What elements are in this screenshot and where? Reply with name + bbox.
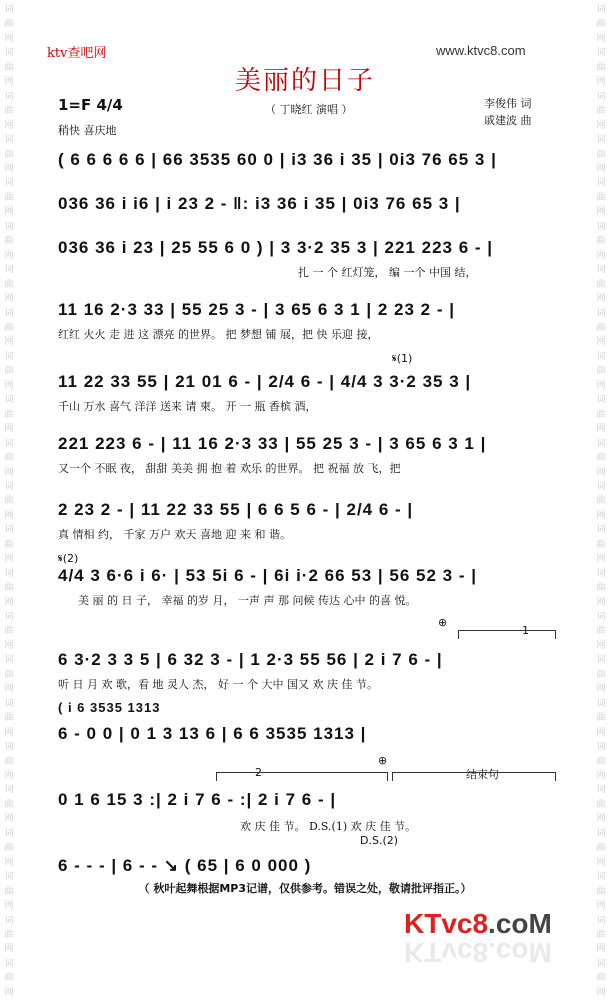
side-watermark-left [2, 0, 16, 1004]
watermark-glyph: 网 [596, 814, 606, 825]
watermark-glyph: 网 [596, 597, 606, 608]
lyrics: 红红 火火 走 进 这 漂亮 的世界。 把 梦想 铺 展，把 快 乐迎 接， [58, 328, 379, 341]
watermark-glyph: 网 [4, 77, 14, 88]
watermark-glyph: 曲 [4, 973, 14, 984]
watermark-glyph: 曲 [4, 886, 14, 897]
watermark-glyph: 词 [4, 742, 14, 753]
lyrics: 美 丽 的 日 子， 幸福 的岁 月， 一声 声 那 问候 传达 心中 的喜 悦。 [78, 594, 417, 607]
watermark-glyph: 网 [596, 771, 606, 782]
ktvc8-logo[interactable]: KTvc8.coM [404, 908, 552, 939]
watermark-glyph: 网 [4, 814, 14, 825]
watermark-glyph: 曲 [596, 236, 606, 247]
watermark-glyph: 词 [596, 872, 606, 883]
composer-credit: 戚建波 曲 [484, 114, 532, 127]
watermark-glyph: 曲 [4, 756, 14, 767]
watermark-glyph: 词 [4, 351, 14, 362]
watermark-glyph: 词 [4, 915, 14, 926]
watermark-glyph: 词 [4, 135, 14, 146]
watermark-glyph: 曲 [596, 149, 606, 160]
notation: 6 3·2 3 3 5 | 6 32 3 - | 1 2·3 55 56 | 2 i 7 6 - | [58, 650, 443, 669]
watermark-glyph: 曲 [4, 192, 14, 203]
notation: 6 - 0 0 | 0 1 3 13 6 | 6 6 3535 1313 | [58, 724, 367, 743]
watermark-glyph: 词 [596, 48, 606, 59]
segno-2: 𝄋(2) [58, 552, 79, 565]
watermark-glyph: 词 [4, 612, 14, 623]
watermark-glyph: 网 [4, 380, 14, 391]
watermark-glyph: 词 [596, 438, 606, 449]
watermark-glyph: 词 [596, 828, 606, 839]
side-watermark-right [594, 0, 608, 1004]
watermark-glyph: 曲 [4, 583, 14, 594]
watermark-glyph: 网 [596, 294, 606, 305]
watermark-glyph: 曲 [596, 886, 606, 897]
ending-bracket [392, 772, 556, 781]
watermark-glyph: 网 [596, 33, 606, 44]
watermark-glyph: 网 [4, 424, 14, 435]
site-name-left[interactable]: ktv查吧网 [47, 46, 107, 61]
lyrics: 扎 一 个 红灯笼， 编 一个 中国 结， [298, 266, 477, 279]
watermark-glyph: 网 [4, 727, 14, 738]
watermark-glyph: 词 [4, 828, 14, 839]
watermark-glyph: 曲 [4, 669, 14, 680]
watermark-glyph: 词 [596, 91, 606, 102]
watermark-glyph: 词 [596, 915, 606, 926]
watermark-glyph: 曲 [596, 192, 606, 203]
song-title: 美丽的日子 [234, 66, 375, 96]
notation: 0 1 6 15 3 :| 2 i 7 6 - :| 2 i 7 6 - | [58, 790, 337, 809]
watermark-glyph: 词 [596, 351, 606, 362]
credits [484, 95, 532, 129]
ktvc8-logo-reflection: KTvc8.coM [404, 937, 552, 968]
watermark-glyph: 词 [596, 742, 606, 753]
watermark-glyph: 网 [4, 250, 14, 261]
watermark-glyph: 网 [596, 250, 606, 261]
watermark-glyph: 词 [4, 395, 14, 406]
coda-sign: ⊕ [378, 754, 388, 767]
watermark-glyph: 网 [4, 207, 14, 218]
notation: ( 6 6 6 6 6 | 66 3535 60 0 | i3 36 i 35 | 0i3 76 65 3 | [58, 150, 497, 169]
watermark-glyph: 网 [4, 597, 14, 608]
lyricist-credit: 李俊伟 词 [484, 97, 532, 110]
watermark-glyph: 曲 [4, 106, 14, 117]
watermark-glyph: 词 [4, 178, 14, 189]
key-signature: 1=F 4/4 [58, 96, 123, 114]
notation: 4/4 3 6·6 i 6· | 53 5i 6 - | 6i i·2 66 53 | 56 52 3 - | [58, 566, 477, 585]
watermark-glyph: 词 [4, 308, 14, 319]
watermark-glyph: 词 [596, 612, 606, 623]
transcription-note: （ 秋叶起舞根据MP3记谱，仅供参考。错误之处，敬请批评指正。） [138, 882, 472, 895]
notation: 6 - - - | 6 - - ↘ ( 65 | 6 0 000 ) [58, 856, 312, 875]
watermark-glyph: 网 [4, 467, 14, 478]
volta-2-number: 2 [255, 766, 262, 779]
watermark-glyph: 词 [4, 265, 14, 276]
watermark-glyph: 词 [4, 785, 14, 796]
watermark-glyph: 网 [596, 77, 606, 88]
watermark-glyph: 词 [4, 221, 14, 232]
watermark-glyph: 词 [4, 91, 14, 102]
watermark-glyph: 词 [596, 265, 606, 276]
lyrics: 又一个 不眠 夜， 甜甜 美美 拥 抱 着 欢乐 的世界。 把 祝福 放 飞，把 [58, 462, 401, 475]
lyrics: 千山 万水 喜气 洋洋 送来 请 柬。 开 一 瓶 香槟 酒， [58, 400, 317, 413]
watermark-glyph: 词 [596, 178, 606, 189]
watermark-glyph: 网 [596, 944, 606, 955]
watermark-glyph: 网 [4, 294, 14, 305]
watermark-glyph: 网 [4, 684, 14, 695]
watermark-glyph: 曲 [4, 453, 14, 464]
watermark-glyph: 曲 [4, 409, 14, 420]
watermark-glyph: 曲 [596, 539, 606, 550]
watermark-glyph: 词 [4, 5, 14, 15]
ending-label: 结束句 [466, 768, 499, 781]
watermark-glyph: 词 [596, 785, 606, 796]
segno-1: 𝄋(1) [392, 352, 413, 365]
watermark-glyph: 网 [596, 337, 606, 348]
volta-1-number: 1 [522, 624, 529, 637]
watermark-glyph: 词 [4, 958, 14, 969]
watermark-glyph: 网 [4, 554, 14, 565]
watermark-glyph: 词 [4, 481, 14, 492]
watermark-glyph: 网 [4, 771, 14, 782]
watermark-glyph: 网 [4, 163, 14, 174]
watermark-glyph: 曲 [4, 149, 14, 160]
watermark-glyph: 网 [4, 901, 14, 912]
watermark-glyph: 网 [596, 207, 606, 218]
watermark-glyph: 曲 [596, 799, 606, 810]
watermark-glyph: 词 [596, 135, 606, 146]
watermark-glyph: 词 [596, 568, 606, 579]
lyrics: 听 日 月 欢 歌，看 地 灵人 杰， 好 一 个 大中 国又 欢 庆 佳 节。 [58, 678, 378, 691]
notation: 221 223 6 - | 11 16 2·3 33 | 55 25 3 - | 3 65 6 3 1 | [58, 434, 487, 453]
watermark-glyph: 网 [4, 640, 14, 651]
watermark-glyph: 网 [596, 163, 606, 174]
watermark-glyph: 网 [596, 554, 606, 565]
watermark-glyph: 曲 [596, 583, 606, 594]
watermark-glyph: 曲 [596, 106, 606, 117]
ds-2-marking: D.S.(2) [360, 834, 399, 847]
watermark-glyph: 网 [4, 33, 14, 44]
upper-voice: ( i 6 3535 1313 [58, 700, 161, 715]
notation: 11 22 33 55 | 21 01 6 - | 2/4 6 - | 4/4 3 3·2 35 3 | [58, 372, 472, 391]
tempo-marking: 稍快 喜庆地 [58, 124, 117, 137]
notation: 036 36 i i6 | i 23 2 - ‖: i3 36 i 35 | 0i3 76 65 3 | [58, 194, 461, 213]
volta-bracket-2 [216, 772, 388, 781]
watermark-glyph: 曲 [596, 930, 606, 940]
watermark-glyph: 曲 [596, 322, 606, 333]
watermark-glyph: 网 [596, 467, 606, 478]
watermark-glyph: 曲 [596, 496, 606, 507]
lyrics: 欢 庆 佳 节。 D.S.(1) 欢 庆 佳 节。 [240, 820, 417, 833]
watermark-glyph: 曲 [4, 366, 14, 377]
watermark-glyph: 曲 [596, 973, 606, 984]
notation: 2 23 2 - | 11 22 33 55 | 6 6 5 6 - | 2/4 6 - | [58, 500, 414, 519]
watermark-glyph: 曲 [596, 669, 606, 680]
watermark-glyph: 曲 [4, 279, 14, 290]
watermark-glyph: 曲 [4, 799, 14, 810]
watermark-glyph: 曲 [4, 626, 14, 637]
watermark-glyph: 曲 [4, 19, 14, 30]
watermark-glyph: 网 [4, 120, 14, 131]
coda-sign: ⊕ [438, 616, 448, 629]
watermark-glyph: 网 [596, 987, 606, 998]
watermark-glyph: 词 [596, 395, 606, 406]
watermark-glyph: 曲 [4, 236, 14, 247]
lyrics: 真 情相 约， 千家 万户 欢天 喜地 迎 来 和 谐。 [58, 528, 291, 541]
watermark-glyph: 词 [4, 698, 14, 709]
watermark-glyph: 曲 [4, 930, 14, 940]
watermark-glyph: 曲 [4, 713, 14, 724]
watermark-glyph: 词 [596, 221, 606, 232]
watermark-glyph: 词 [596, 655, 606, 666]
watermark-glyph: 网 [596, 120, 606, 131]
watermark-glyph: 曲 [4, 843, 14, 854]
notation: 11 16 2·3 33 | 55 25 3 - | 3 65 6 3 1 | 2 23 2 - | [58, 300, 455, 319]
watermark-glyph: 词 [596, 308, 606, 319]
volta-bracket-1 [458, 630, 556, 639]
watermark-glyph: 词 [4, 568, 14, 579]
watermark-glyph: 网 [4, 987, 14, 998]
watermark-glyph: 网 [4, 857, 14, 868]
watermark-glyph: 网 [596, 640, 606, 651]
watermark-glyph: 网 [596, 510, 606, 521]
watermark-glyph: 曲 [596, 409, 606, 420]
watermark-glyph: 曲 [596, 843, 606, 854]
watermark-glyph: 词 [596, 525, 606, 536]
watermark-glyph: 网 [4, 944, 14, 955]
watermark-glyph: 曲 [596, 713, 606, 724]
watermark-glyph: 曲 [596, 453, 606, 464]
watermark-glyph: 曲 [4, 496, 14, 507]
site-url[interactable]: www.ktvc8.com [436, 43, 526, 58]
watermark-glyph: 词 [596, 5, 606, 15]
watermark-glyph: 网 [4, 337, 14, 348]
watermark-glyph: 词 [596, 481, 606, 492]
watermark-glyph: 曲 [596, 756, 606, 767]
watermark-glyph: 曲 [596, 279, 606, 290]
watermark-glyph: 网 [596, 727, 606, 738]
watermark-glyph: 曲 [596, 366, 606, 377]
watermark-glyph: 曲 [4, 62, 14, 73]
watermark-glyph: 曲 [4, 322, 14, 333]
watermark-glyph: 词 [596, 698, 606, 709]
watermark-glyph: 网 [596, 684, 606, 695]
watermark-glyph: 词 [4, 48, 14, 59]
watermark-glyph: 曲 [4, 539, 14, 550]
watermark-glyph: 曲 [596, 62, 606, 73]
watermark-glyph: 网 [596, 901, 606, 912]
notation: 036 36 i 23 | 25 55 6 0 ) | 3 3·2 35 3 | 221 223 6 - | [58, 238, 494, 257]
singer-credit: （ 丁晓红 演唱 ） [265, 103, 353, 116]
watermark-glyph: 网 [596, 857, 606, 868]
watermark-glyph: 曲 [596, 626, 606, 637]
watermark-glyph: 词 [4, 872, 14, 883]
watermark-glyph: 词 [4, 438, 14, 449]
watermark-glyph: 词 [596, 958, 606, 969]
watermark-glyph: 曲 [596, 19, 606, 30]
watermark-glyph: 网 [596, 380, 606, 391]
watermark-glyph: 网 [4, 510, 14, 521]
watermark-glyph: 词 [4, 655, 14, 666]
watermark-glyph: 词 [4, 525, 14, 536]
watermark-glyph: 网 [596, 424, 606, 435]
